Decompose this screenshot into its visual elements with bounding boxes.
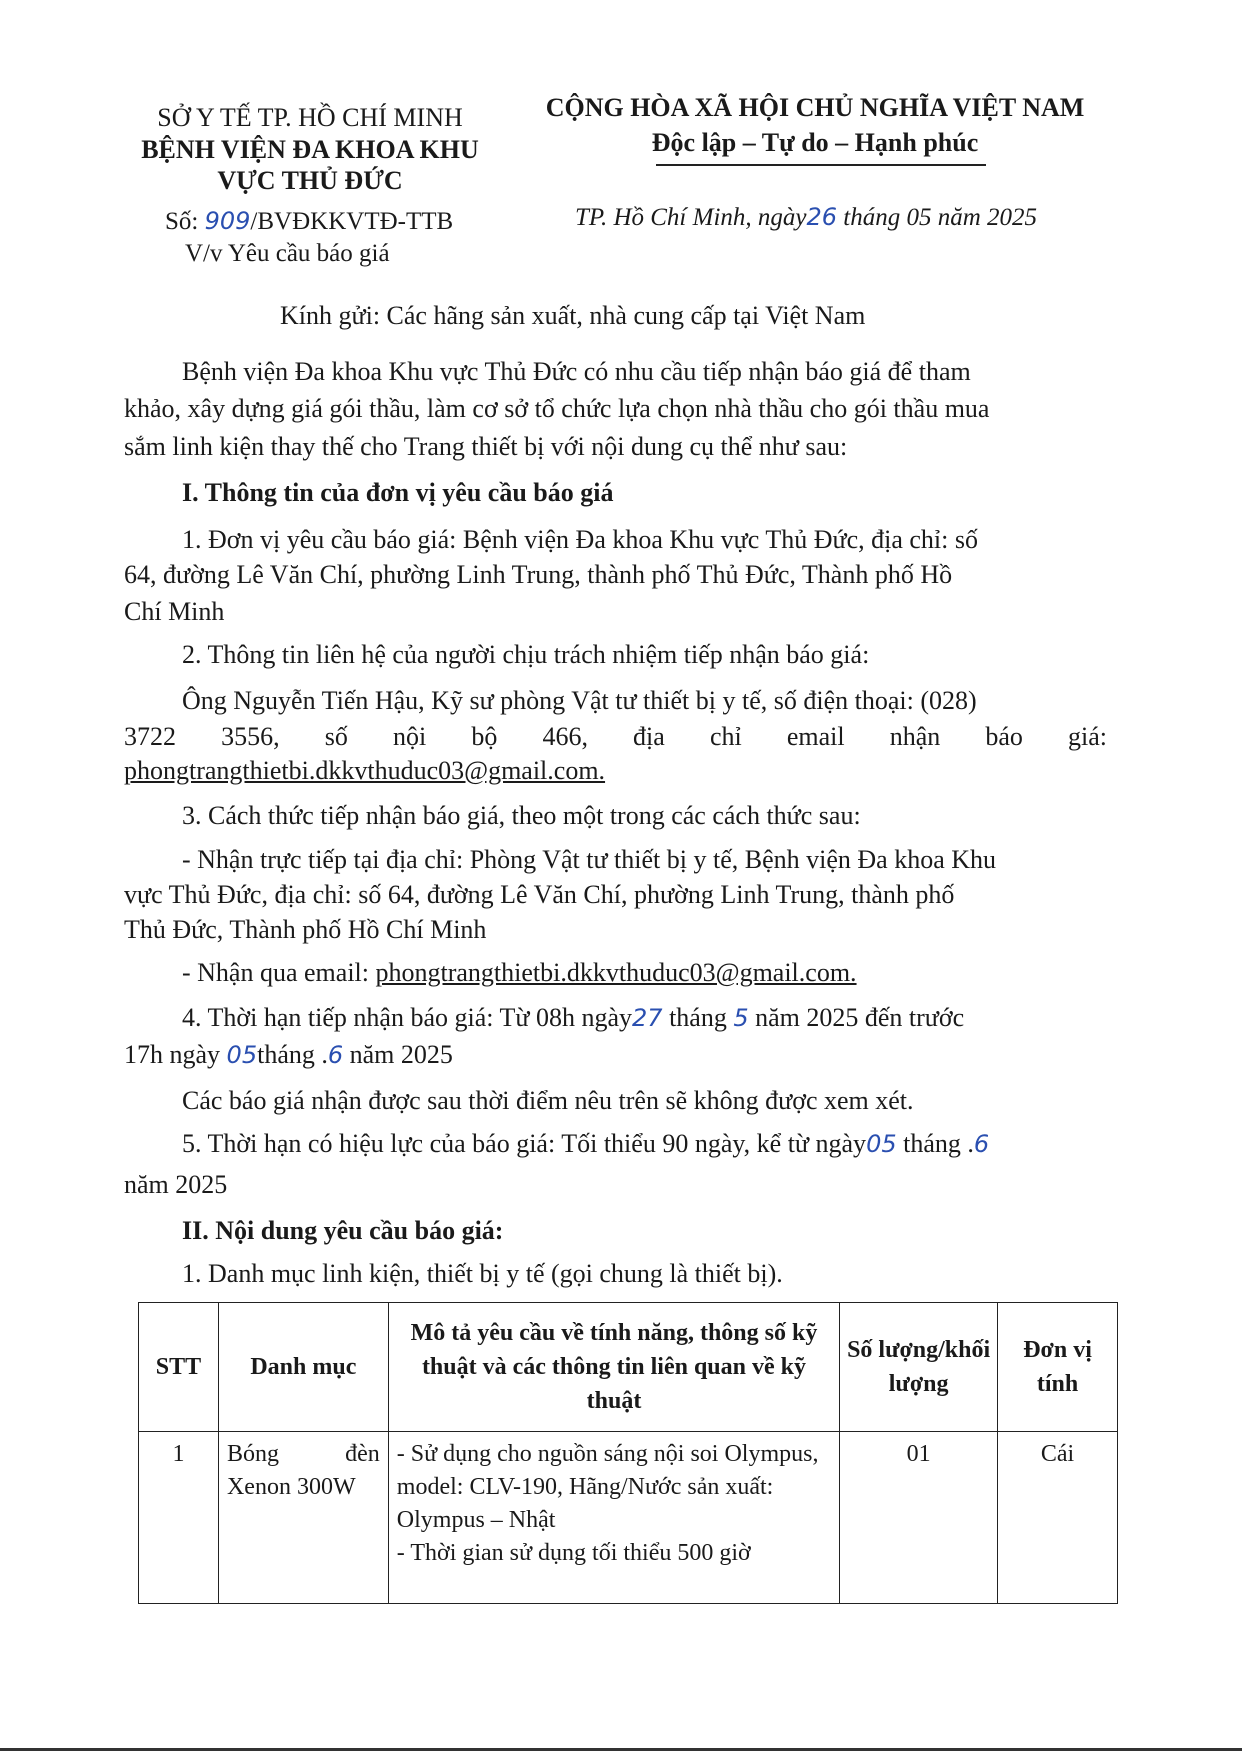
cell-quantity: 01 xyxy=(840,1432,998,1604)
doc-no-prefix: Số: xyxy=(165,208,199,235)
section1-item1-line1: 1. Đơn vị yêu cầu báo giá: Bệnh viện Đa khoa Khu vực Thủ Đức, địa chỉ: số xyxy=(182,525,978,554)
item4-text-e: tháng . xyxy=(257,1040,328,1069)
document-number xyxy=(165,207,453,236)
contact-line2: 3722 3556, số nội bộ 466, địa chỉ email nhận báo giá: xyxy=(124,722,1107,751)
item4-day1-handwritten: 27 xyxy=(632,1004,663,1032)
item4-month1-handwritten: 5 xyxy=(733,1004,749,1032)
contact-email-link[interactable]: phongtrangthietbi.dkkvthuduc03@gmail.com. xyxy=(124,756,606,785)
item4-text-b: tháng xyxy=(669,1003,727,1032)
hospital-name-line2: VỰC THỦ ĐỨC xyxy=(217,166,403,195)
items-table xyxy=(138,1302,1118,1604)
cell-category: Bóng đèn Xenon 300W xyxy=(218,1432,388,1604)
header-quantity: Số lượng/khối lượng xyxy=(840,1303,998,1432)
cell-stt: 1 xyxy=(139,1432,219,1604)
email-receive-line xyxy=(182,958,857,988)
intro-line2: khảo, xây dựng giá gói thầu, làm cơ sở tổ chức lựa chọn nhà thầu cho gói thầu mua xyxy=(124,394,990,423)
department-name: SỞ Y TẾ TP. HỒ CHÍ MINH xyxy=(157,103,463,132)
date-prefix: TP. Hồ Chí Minh, ngày xyxy=(575,204,807,231)
date-day-handwritten: 26 xyxy=(806,203,838,231)
section1-item4-line2 xyxy=(124,1040,453,1070)
header-description: Mô tả yêu cầu về tính năng, thông số kỹ thuật và các thông tin liên quan về kỹ thuật xyxy=(388,1303,839,1432)
contact-line1: Ông Nguyễn Tiến Hậu, Kỹ sư phòng Vật tư thiết bị y tế, số điện thoại: (028) xyxy=(182,686,977,715)
hospital-name-line1: BỆNH VIỆN ĐA KHOA KHU xyxy=(141,135,479,164)
section1-item4-line1 xyxy=(182,1003,964,1033)
page-bottom-edge xyxy=(0,1748,1242,1751)
direct-receive-line1: - Nhận trực tiếp tại địa chỉ: Phòng Vật tư thiết bị y tế, Bệnh viện Đa khoa Khu xyxy=(182,845,997,874)
motto-underline xyxy=(656,164,986,166)
item5-month-handwritten: 6 xyxy=(973,1130,990,1158)
item4-text-a: 4. Thời hạn tiếp nhận báo giá: Từ 08h ngày xyxy=(182,1003,633,1032)
direct-receive-line2: vực Thủ Đức, địa chỉ: số 64, đường Lê Văn Chí, phường Linh Trung, thành phố xyxy=(124,880,955,909)
cell-description xyxy=(388,1432,839,1604)
item4-month2-handwritten: 6 xyxy=(327,1041,344,1069)
doc-no-handwritten: 909 xyxy=(204,207,251,235)
item5-text-b: tháng . xyxy=(903,1129,974,1158)
document-subject: V/v Yêu cầu báo giá xyxy=(185,240,390,267)
recipient-line: Kính gửi: Các hãng sản xuất, nhà cung cấp tại Việt Nam xyxy=(280,301,866,330)
description-line2: - Thời gian sử dụng tối thiểu 500 giờ xyxy=(396,1540,751,1566)
issue-date xyxy=(575,203,1037,232)
section2-heading: II. Nội dung yêu cầu báo giá: xyxy=(182,1216,504,1245)
table-header-row xyxy=(139,1303,1118,1432)
item5-day-handwritten: 05 xyxy=(866,1130,897,1158)
item4-text-c: năm 2025 đến trước xyxy=(755,1003,965,1032)
republic-title: CỘNG HÒA XÃ HỘI CHỦ NGHĨA VIỆT NAM xyxy=(545,93,1085,122)
email-receive-link[interactable]: phongtrangthietbi.dkkvthuduc03@gmail.com. xyxy=(375,958,857,987)
email-receive-prefix: - Nhận qua email: xyxy=(182,958,369,987)
header-unit: Đơn vị tính xyxy=(998,1303,1118,1432)
section1-item2: 2. Thông tin liên hệ của người chịu trách nhiệm tiếp nhận báo giá: xyxy=(182,640,870,669)
doc-no-suffix: /BVĐKKVTĐ-TTB xyxy=(250,208,454,235)
section1-item1-line2: 64, đường Lê Văn Chí, phường Linh Trung, thành phố Thủ Đức, Thành phố Hồ xyxy=(124,560,953,589)
cell-unit: Cái xyxy=(998,1432,1118,1604)
date-suffix: tháng 05 năm 2025 xyxy=(843,204,1038,231)
header-category: Danh mục xyxy=(218,1303,388,1432)
item4-text-f: năm 2025 xyxy=(349,1040,453,1069)
section1-heading: I. Thông tin của đơn vị yêu cầu báo giá xyxy=(182,478,614,507)
section1-item5-line1 xyxy=(182,1129,989,1159)
direct-receive-line3: Thủ Đức, Thành phố Hồ Chí Minh xyxy=(124,915,487,944)
table-row xyxy=(139,1432,1118,1604)
section2-item1: 1. Danh mục linh kiện, thiết bị y tế (gọi chung là thiết bị). xyxy=(182,1259,783,1288)
late-submission-note: Các báo giá nhận được sau thời điểm nêu trên sẽ không được xem xét. xyxy=(182,1086,914,1115)
section1-item1-line3: Chí Minh xyxy=(124,597,225,626)
item5-text-a: 5. Thời hạn có hiệu lực của báo giá: Tối thiểu 90 ngày, kể từ ngày xyxy=(182,1129,867,1158)
header-stt: STT xyxy=(139,1303,219,1432)
intro-line1: Bệnh viện Đa khoa Khu vực Thủ Đức có nhu cầu tiếp nhận báo giá để tham xyxy=(182,357,971,386)
section1-item3: 3. Cách thức tiếp nhận báo giá, theo một trong các cách thức sau: xyxy=(182,801,861,830)
national-motto: Độc lập – Tự do – Hạnh phúc xyxy=(651,128,979,157)
item4-day2-handwritten: 05 xyxy=(226,1041,258,1069)
item4-text-d: 17h ngày xyxy=(124,1040,221,1069)
description-line1: - Sử dụng cho nguồn sáng nội soi Olympus, model: CLV-190, Hãng/Nước sản xuất: Olympus – Nhật xyxy=(396,1441,819,1533)
section1-item5-line2: năm 2025 xyxy=(124,1170,228,1199)
intro-line3: sắm linh kiện thay thế cho Trang thiết bị với nội dung cụ thể như sau: xyxy=(124,432,848,461)
